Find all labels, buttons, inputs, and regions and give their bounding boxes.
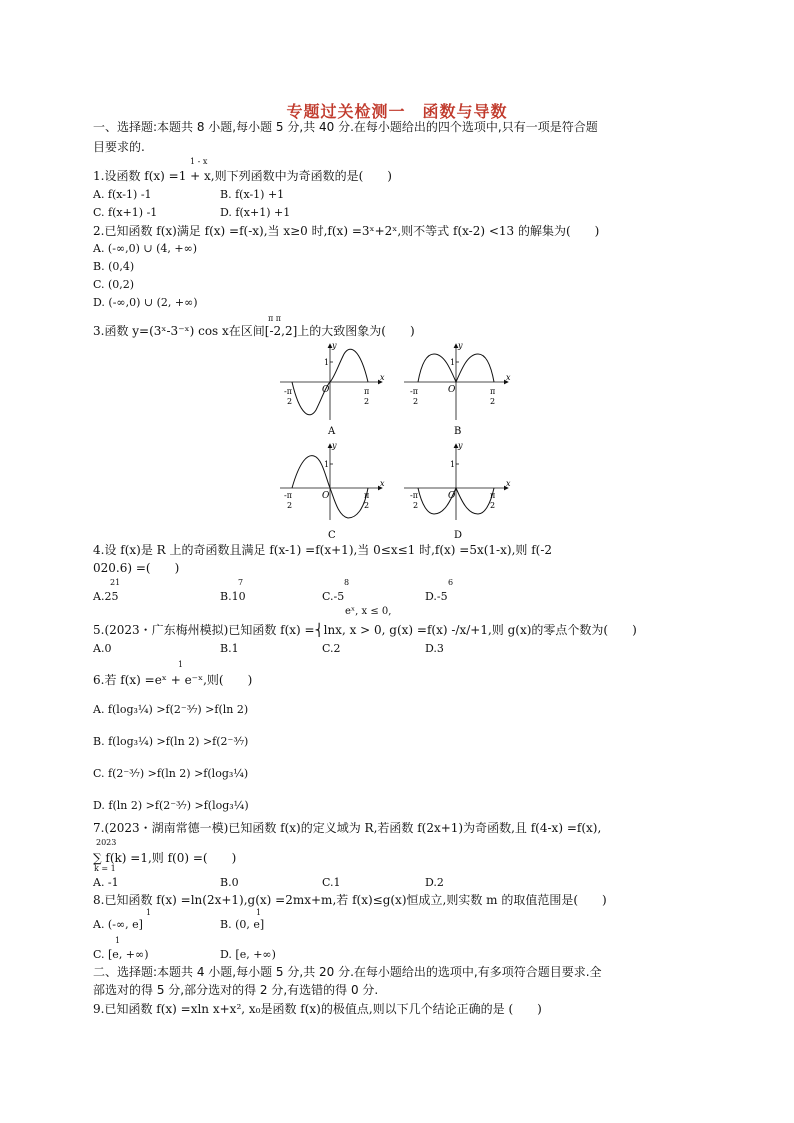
q8-option-b: B. (0, e]: [220, 918, 265, 931]
graph-b-two: 2: [490, 397, 496, 406]
q4-option-b: B.10: [220, 590, 246, 603]
graph-b-pi: π: [490, 387, 496, 396]
graph-c-letter: C: [328, 530, 336, 540]
graph-b-letter: B: [454, 426, 462, 437]
question-7-line-2: ∑ f(k) =1,则 f(0) =( ): [93, 851, 237, 865]
q8-option-c: C. [e, +∞): [93, 948, 149, 961]
q5-option-c: C.2: [322, 642, 341, 655]
question-3: 3.函数 y=(3ˣ-3⁻ˣ) cos x在区间[-2,2]上的大致图象为( ): [93, 324, 415, 338]
graph-a-x-label: x: [380, 373, 385, 382]
q7-option-c: C.1: [322, 876, 341, 889]
q7-option-b: B.0: [220, 876, 239, 889]
graph-c-neg-two: 2: [287, 501, 293, 510]
q4-option-a-numerator: 21: [110, 578, 121, 587]
graph-b: [404, 341, 511, 437]
q7-option-d: D.2: [425, 876, 444, 889]
q6-option-a: A. f(log₃¼) >f(2⁻³⁄₇) >f(ln 2): [93, 703, 249, 716]
q4-option-d-numerator: 6: [448, 578, 454, 587]
graph-b-y-label: y: [458, 341, 463, 350]
q2-option-d: D. (-∞,0) ∪ (2, +∞): [93, 296, 198, 309]
graph-d-two: 2: [490, 501, 496, 510]
graph-c-one-label: 1: [324, 460, 330, 469]
q6-fraction-numerator: 1: [178, 660, 184, 669]
graph-b-neg-pi: -π: [410, 387, 418, 396]
graph-c: [280, 441, 385, 540]
question-1: 1.设函数 f(x) =1 + x,则下列函数中为奇函数的是( ): [93, 169, 392, 183]
q5-option-a: A.0: [93, 642, 112, 655]
graph-a-pi: π: [364, 387, 370, 396]
q5-option-d: D.3: [425, 642, 444, 655]
graph-a: [280, 341, 385, 437]
q4-option-c-numerator: 8: [344, 578, 350, 587]
question-4-line-1: 4.设 f(x)是 R 上的奇函数且满足 f(x-1) =f(x+1),当 0≤x≤1 时,f(x) =5x(1-x),则 f(-2: [93, 543, 553, 557]
graph-c-x-label: x: [380, 479, 385, 488]
graph-a-two: 2: [364, 397, 370, 406]
q2-option-a: A. (-∞,0) ∪ (4, +∞): [93, 242, 198, 255]
graph-d-x-label: x: [506, 479, 511, 488]
section-2-instructions-line-2: 部选对的得 5 分,部分选对的得 2 分,有选错的得 0 分.: [93, 983, 379, 997]
graph-b-one-label: 1: [450, 358, 456, 367]
graph-d-neg-pi: -π: [410, 491, 418, 500]
section-1-instructions-line-1: 一、选择题:本题共 8 小题,每小题 5 分,共 40 分.在每小题给出的四个选项中,只有一项是符合题: [93, 120, 598, 134]
question-9: 9.已知函数 f(x) =xln x+x², x₀是函数 f(x)的极值点,则以下几个结论正确的是 ( ): [93, 1002, 542, 1016]
page-title: 专题过关检测一 函数与导数: [286, 102, 508, 121]
graph-a-letter: A: [328, 426, 336, 437]
graph-b-x-label: x: [506, 373, 511, 382]
q7-option-a: A. -1: [93, 876, 119, 889]
graph-c-pi: π: [364, 491, 370, 500]
q7-sum-upper: 2023: [96, 838, 117, 847]
graph-d-y-label: y: [458, 441, 463, 450]
q8-option-a: A. (-∞, e]: [93, 918, 143, 931]
graph-a-origin-label: O: [322, 385, 330, 395]
q5-case-top: eˣ, x ≤ 0,: [345, 606, 392, 617]
q3-interval-numerators: π π: [268, 314, 282, 323]
q8-option-d: D. [e, +∞): [220, 948, 276, 961]
q1-option-d: D. f(x+1) +1: [220, 206, 291, 219]
q6-option-c: C. f(2⁻³⁄₇) >f(ln 2) >f(log₃¼): [93, 767, 249, 780]
question-8: 8.已知函数 f(x) =ln(2x+1),g(x) =2mx+m,若 f(x)≤g(x)恒成立,则实数 m 的取值范围是( ): [93, 893, 607, 907]
q2-option-b: B. (0,4): [93, 260, 135, 273]
graph-a-neg-two: 2: [287, 397, 293, 406]
graph-b-origin-label: O: [448, 385, 456, 395]
q8-option-b-numerator: 1: [256, 908, 262, 917]
q4-option-a: A.25: [93, 590, 119, 603]
q7-sum-lower: k = 1: [94, 864, 116, 873]
question-7-line-1: 7.(2023・湖南常德一模)已知函数 f(x)的定义域为 R,若函数 f(2x+1)为奇函数,且 f(4-x) =f(x),: [93, 821, 602, 835]
graph-a-y-label: y: [332, 341, 337, 350]
graph-c-neg-pi: -π: [284, 491, 292, 500]
graph-c-y-label: y: [332, 441, 337, 450]
graph-a-one-label: 1: [324, 358, 330, 367]
graph-d-origin-label: O: [448, 491, 456, 501]
q4-option-c: C.-5: [322, 590, 345, 603]
q3-graphs: [270, 340, 530, 540]
graph-d-pi: π: [490, 491, 496, 500]
question-5: 5.(2023・广东梅州模拟)已知函数 f(x) =⎨lnx, x > 0, g(x) =f(x) -/x/+1,则 g(x)的零点个数为( ): [93, 623, 637, 637]
graph-c-origin-label: O: [322, 491, 330, 501]
q1-option-c: C. f(x+1) -1: [93, 206, 158, 219]
question-6: 6.若 f(x) =eˣ + e⁻ˣ,则( ): [93, 673, 253, 687]
graph-d: [404, 441, 511, 540]
q4-option-b-numerator: 7: [238, 578, 244, 587]
q6-option-b: B. f(log₃¼) >f(ln 2) >f(2⁻³⁄₇): [93, 735, 249, 748]
question-4-line-2: 020.6) =( ): [93, 561, 180, 575]
q8-option-a-numerator: 1: [146, 908, 152, 917]
q1-option-b: B. f(x-1) +1: [220, 188, 285, 201]
section-1-instructions-line-2: 目要求的.: [93, 140, 145, 154]
question-2: 2.已知函数 f(x)满足 f(x) =f(-x),当 x≥0 时,f(x) =3ˣ+2ˣ,则不等式 f(x-2) <13 的解集为( ): [93, 224, 600, 238]
graph-b-neg-two: 2: [413, 397, 419, 406]
section-2-instructions-line-1: 二、选择题:本题共 4 小题,每小题 5 分,共 20 分.在每小题给出的选项中,有多项符合题目要求.全: [93, 965, 602, 979]
q5-option-b: B.1: [220, 642, 239, 655]
q2-option-c: C. (0,2): [93, 278, 135, 291]
q4-option-d: D.-5: [425, 590, 448, 603]
q1-fraction-numerator: 1 - x: [190, 157, 208, 166]
graph-d-one-label: 1: [450, 460, 456, 469]
graph-d-neg-two: 2: [413, 501, 419, 510]
graph-a-neg-pi: -π: [284, 387, 292, 396]
q1-option-a: A. f(x-1) -1: [93, 188, 152, 201]
q6-option-d: D. f(ln 2) >f(2⁻³⁄₇) >f(log₃¼): [93, 799, 249, 812]
graph-d-letter: D: [454, 530, 463, 540]
graph-c-two: 2: [364, 501, 370, 510]
q8-option-c-numerator: 1: [115, 936, 121, 945]
